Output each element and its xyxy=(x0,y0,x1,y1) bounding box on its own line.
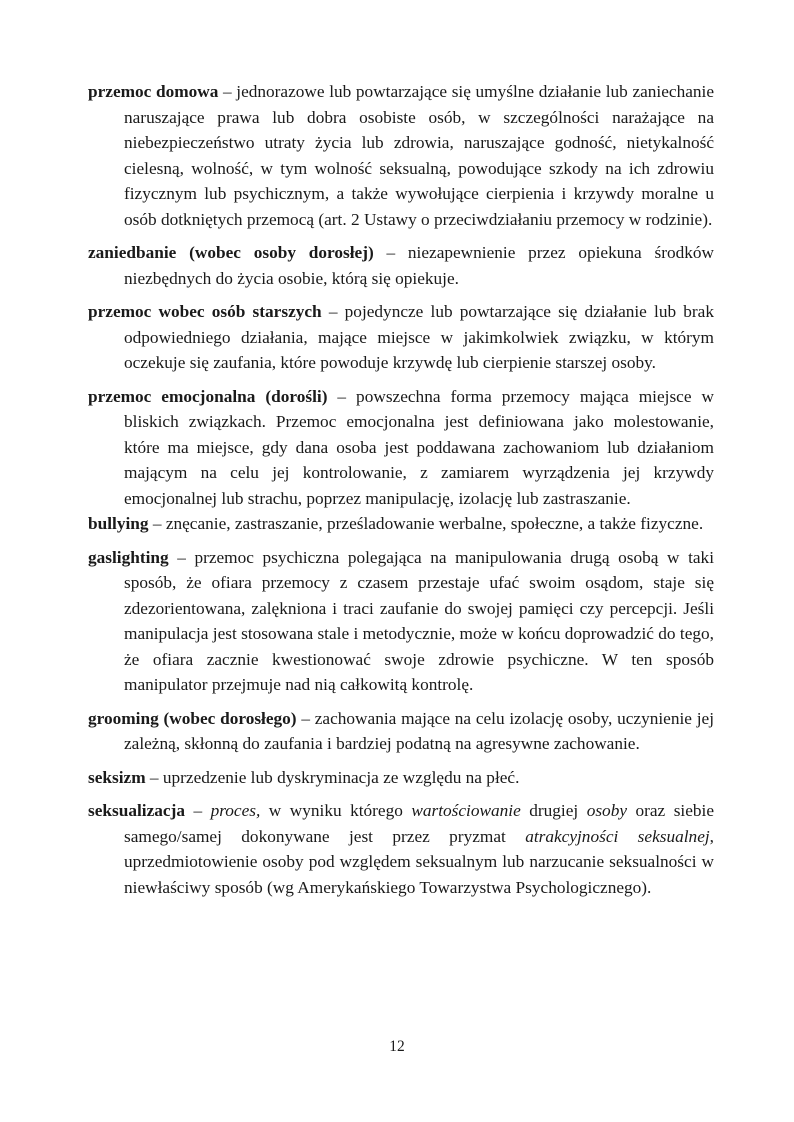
glossary-term: gaslighting xyxy=(88,547,169,567)
glossary-definition-emphasis: osoby xyxy=(586,801,628,820)
glossary-definition-text: oraz siebie samego/samej dokonywane jest przez pryzmat xyxy=(124,801,715,846)
glossary-entry-zaniedbanie xyxy=(88,240,714,291)
glossary-entry-grooming xyxy=(88,706,714,757)
glossary-entry-seksizm xyxy=(88,765,714,791)
glossary-definition: – uprzedzenie lub dyskryminacja ze względu na płeć. xyxy=(145,767,520,787)
glossary-entry-przemoc-emocjonalna xyxy=(88,384,714,512)
glossary-term: przemoc emocjonalna (dorośli) xyxy=(88,386,328,406)
glossary-definition-text: , uprzedmiotowienie osoby pod względem seksualnym lub narzucanie seksualności w niewłaściwy sposób (wg Amerykańskiego Towarzystwa Psychologicznego). xyxy=(124,826,714,897)
glossary-entry-przemoc-domowa xyxy=(88,79,714,232)
glossary-definition-emphasis: wartościowanie xyxy=(411,801,521,820)
glossary-entry-bullying xyxy=(88,511,714,537)
glossary-term: bullying xyxy=(88,514,149,533)
glossary-entry-seksualizacja xyxy=(88,798,714,900)
glossary-entry-przemoc-wobec-osob-starszych xyxy=(88,299,714,376)
glossary-definition: – znęcanie, zastraszanie, prześladowanie werbalne, społeczne, a także fizyczne. xyxy=(148,514,704,533)
glossary-definition: – jednorazowe lub powtarzające się umyślne działanie lub zaniechanie naruszające prawa lub dobra osobiste osób, w szczególności narażające na niebezpieczeństwo utraty życia lub zdrowia, naruszające godność, nietykalność cielesną, wolność, w tym wolność seksualną, powodujące szkody na ich zdrowiu fizycznym lub psychicznym, a także wywołujące cierpienia i krzywdy moralne u osób dotkniętych przemocą (art. 2 Ustawy o przeciwdziałaniu przemocy w rodzinie). xyxy=(124,82,714,229)
glossary-term: grooming (wobec dorosłego) xyxy=(88,708,297,728)
glossary-term: przemoc domowa xyxy=(88,82,219,101)
glossary-entry-gaslighting xyxy=(88,545,714,698)
glossary-term: seksizm xyxy=(88,767,146,787)
glossary-definition: – powszechna forma przemocy mająca miejsce w bliskich związkach. Przemoc emocjonalna jest definiowana jako molestowanie, które ma miejsce, gdy dana osoba jest poddawana zachowaniom lub działaniom mającym na celu jej kontrolowanie, z zamiarem wyrządzenia jej krzywdy emocjonalnej lub strachu, poprzez manipulację, izolację lub zastraszanie. xyxy=(124,386,714,508)
glossary-definition-text: drugiej xyxy=(520,801,587,820)
glossary-term: przemoc wobec osób starszych xyxy=(88,302,322,321)
page-number: 12 xyxy=(389,1038,405,1055)
glossary-definition: – zachowania mające na celu izolację osoby, uczynienie jej zależną, skłonną do zaufania i bardziej podatną na agresywne zachowanie. xyxy=(124,708,714,753)
glossary-definition-emphasis: proces, xyxy=(210,801,261,820)
glossary-definition-emphasis: atrakcyjności seksualnej xyxy=(525,826,710,846)
glossary-term: zaniedbanie (wobec osoby dorosłej) xyxy=(88,243,374,262)
glossary-definition-text: – xyxy=(184,801,211,820)
glossary-definition: – pojedyncze lub powtarzające się działanie lub brak odpowiedniego działania, mające miejsce w jakimkolwiek związku, w którym oczekuje się zaufania, które powoduje krzywdę lub cierpienie starszej osoby. xyxy=(124,302,714,372)
glossary-definition: – przemoc psychiczna polegająca na manipulowania drugą osobą w taki sposób, że ofiara przemocy z czasem przestaje ufać swoim osądom, staje się zdezorientowana, zalękniona i traci zaufanie do swojej pamięci czy percepcji. Jeśli manipulacja jest stosowana stale i metodycznie, może w końcu doprowadzić do tego, że ofiara zacznie kwestionować swoje zdrowie psychiczne. W ten sposób manipulator przejmuje nad nią całkowitą kontrolę. xyxy=(124,547,714,694)
glossary xyxy=(88,79,714,900)
glossary-term: seksualizacja xyxy=(88,801,185,820)
glossary-definition: – niezapewnienie przez opiekuna środków niezbędnych do życia osobie, którą się opiekuje. xyxy=(124,243,714,288)
glossary-definition-text: w wyniku którego xyxy=(260,801,412,820)
